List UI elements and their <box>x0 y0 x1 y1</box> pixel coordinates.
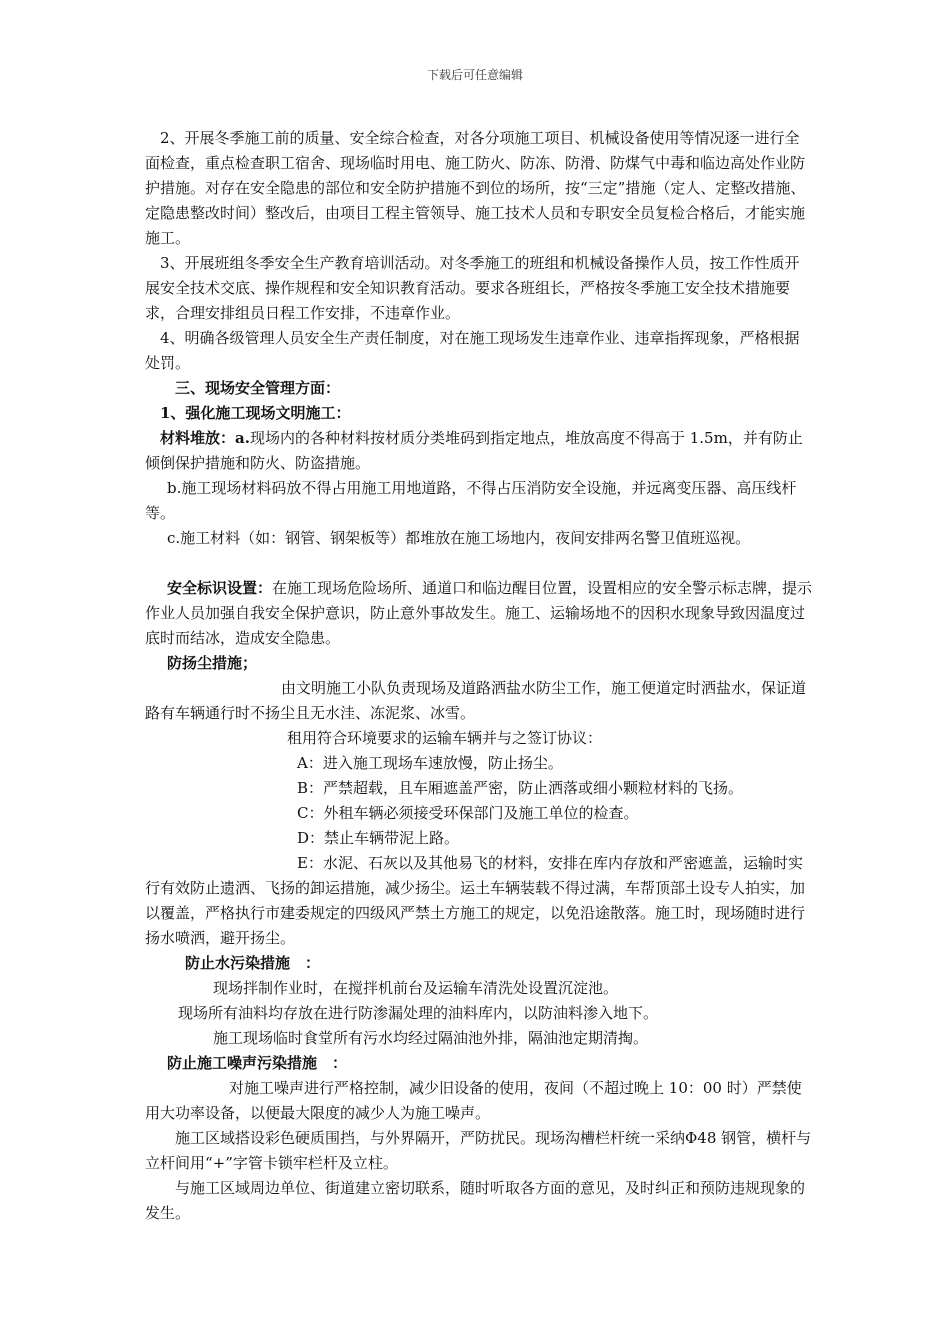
heading-water-pollution: 防止水污染措施 ： <box>185 954 321 972</box>
material-label: 材料堆放： <box>160 429 236 447</box>
sign-text: 在施工现场危险场所、通道口和临边醒目位置，设置相应的安全警示标志牌，提示作业人员加强自我安全保护意识，防止意外事故发生。施工、运输场地不的因积水现象导致因温度过底时而结冰，造成安全隐患。 <box>145 579 813 647</box>
material-a-label: a. <box>235 429 250 447</box>
heading-dust-prevention: 防扬尘措施； <box>167 654 258 672</box>
subheading-civilized-construction: 1、强化施工现场文明施工： <box>160 404 351 422</box>
blank-line <box>145 551 813 576</box>
paragraph-material-a <box>145 426 813 476</box>
dust-item-b: B：严禁超载，且车厢遮盖严密，防止洒落或细小颗粒材料的飞扬。 <box>297 779 744 797</box>
noise-item-1: 对施工噪声进行严格控制，减少旧设备的使用，夜间（不超过晚上 10：00 时）严禁使用大功率设备，以便最大限度的减少人为施工噪声。 <box>145 1079 802 1122</box>
paragraph-material-b <box>145 476 813 526</box>
paragraph-safety-signs <box>145 576 813 651</box>
noise-item-3: 与施工区域周边单位、街道建立密切联系，随时听取各方面的意见，及时纠正和预防违规现象的发生。 <box>145 1179 806 1222</box>
material-b-label: b. <box>167 479 182 497</box>
document-body <box>145 126 813 1226</box>
heading-noise-pollution: 防止施工噪声污染措施 ： <box>167 1054 348 1072</box>
material-a-text: 现场内的各种材料按材质分类堆码到指定地点，堆放高度不得高于 1.5m，并有防止倾倒保护措施和防火、防盗措施。 <box>145 429 803 472</box>
paragraph-dust-1: 由文明施工小队负责现场及道路洒盐水防尘工作，施工便道定时洒盐水，保证道路有车辆通行时不扬尘且无水洼、冻泥浆、冰雪。 <box>145 679 807 722</box>
section-heading-site-safety: 三、现场安全管理方面： <box>175 379 341 397</box>
material-b-text: 施工现场材料码放不得占用施工用地道路，不得占压消防安全设施，并远离变压器、高压线杆等。 <box>145 479 797 522</box>
dust-item-e: E：水泥、石灰以及其他易飞的材料，安排在库内存放和严密遮盖，运输时实行有效防止遗洒、飞扬的卸运措施，减少扬尘。运土车辆装载不得过满，车帮顶部土设专人拍实，加以覆盖，严格执行市建委规定的四级风严禁土方施工的规定，以免沿途散落。施工时，现场随时进行扬水喷洒，避开扬尘。 <box>145 854 806 947</box>
water-item-1: 现场拌制作业时，在搅拌机前台及运输车清洗处设置沉淀池。 <box>213 979 619 997</box>
paragraph-team-training: 3、开展班组冬季安全生产教育培训活动。对冬季施工的班组和机械设备操作人员，按工作性质开展安全技术交底、操作规程和安全知识教育活动。要求各班组长，严格按冬季施工安全技术措施要求，合理安排组员日程工作安排，不违章作业。 <box>145 254 800 322</box>
sign-label: 安全标识设置： <box>167 579 273 597</box>
dust-item-a: A：进入施工现场车速放慢，防止扬尘。 <box>297 754 563 772</box>
paragraph-dust-2: 租用符合环境要求的运输车辆并与之签订协议： <box>287 729 603 747</box>
paragraph-responsibility: 4、明确各级管理人员安全生产责任制度，对在施工现场发生违章作业、违章指挥现象，严格根据处罚。 <box>145 329 800 372</box>
water-item-3: 施工现场临时食堂所有污水均经过隔油池外排，隔油池定期清掏。 <box>213 1029 649 1047</box>
paragraph-quality-check: 2、开展冬季施工前的质量、安全综合检查，对各分项施工项目、机械设备使用等情况逐一进行全面检查，重点检查职工宿舍、现场临时用电、施工防火、防冻、防滑、防煤气中毒和临边高处作业防护措施。对存在安全隐患的部位和安全防护措施不到位的场所，按“三定”措施（定人、定整改措施、定隐患整改时间）整改后，由项目工程主管领导、施工技术人员和专职安全员复检合格后，才能实施施工。 <box>145 129 806 247</box>
water-item-2: 现场所有油料均存放在进行防渗漏处理的油料库内，以防油料渗入地下。 <box>178 1004 659 1022</box>
noise-item-2: 施工区域搭设彩色硬质围挡，与外界隔开，严防扰民。现场沟槽栏杆统一采纳Φ48 钢管，横杆与立杆间用“+”字管卡锁牢栏杆及立柱。 <box>145 1129 812 1172</box>
paragraph-material-c: c.施工材料（如：钢管、钢架板等）都堆放在施工场地内，夜间安排两名警卫值班巡视。 <box>167 529 751 547</box>
dust-item-c: C：外租车辆必须接受环保部门及施工单位的检查。 <box>297 804 639 822</box>
dust-item-d: D：禁止车辆带泥上路。 <box>297 829 460 847</box>
page-header: 下载后可任意编辑 <box>426 68 523 82</box>
